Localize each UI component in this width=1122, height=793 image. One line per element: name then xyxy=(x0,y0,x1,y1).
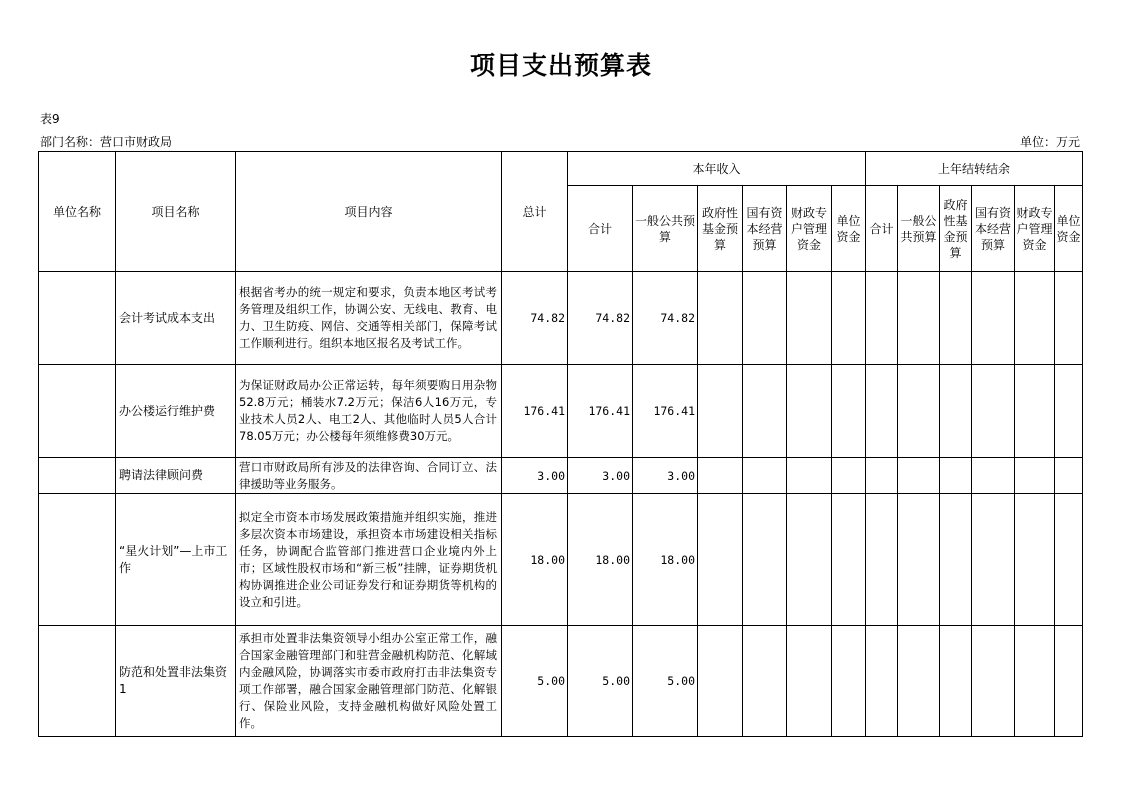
header-total: 总计 xyxy=(502,152,568,272)
table-number: 表9 xyxy=(40,112,60,126)
empty-cell xyxy=(787,365,832,458)
empty-cell xyxy=(866,458,898,494)
empty-cell xyxy=(940,458,972,494)
empty-cell xyxy=(698,458,743,494)
budget-table xyxy=(38,151,1083,737)
empty-cell xyxy=(940,272,972,365)
empty-cell xyxy=(1055,458,1083,494)
empty-cell xyxy=(832,272,866,365)
table-row xyxy=(39,494,1083,626)
project-name-cell: 办公楼运行维护费 xyxy=(116,365,236,458)
empty-cell xyxy=(866,272,898,365)
empty-cell xyxy=(898,365,940,458)
empty-cell xyxy=(787,494,832,626)
current-general-cell: 5.00 xyxy=(633,626,698,737)
empty-cell xyxy=(898,458,940,494)
page-title: 项目支出预算表 xyxy=(469,51,652,80)
header-current-general-budget: 一般公共预算 xyxy=(633,186,698,272)
project-name-cell: 防范和处置非法集资1 xyxy=(116,626,236,737)
header-prior-state-capital: 国有资本经营预算 xyxy=(972,186,1015,272)
header-current-state-capital: 国有资本经营预算 xyxy=(743,186,787,272)
empty-cell xyxy=(972,365,1015,458)
empty-cell xyxy=(898,626,940,737)
header-current-unit-fund: 单位资金 xyxy=(832,186,866,272)
department-name: 部门名称：营口市财政局 xyxy=(40,135,173,149)
empty-cell xyxy=(1015,458,1055,494)
empty-cell xyxy=(1055,365,1083,458)
empty-cell xyxy=(866,626,898,737)
empty-cell xyxy=(940,494,972,626)
header-prior-fiscal-special: 财政专户管理资金 xyxy=(1015,186,1055,272)
table-row xyxy=(39,272,1083,365)
project-content-cell: 为保证财政局办公正常运转，每年须要购日用杂物52.8万元；桶装水7.2万元；保洁6人16万元，专业技术人员2人、电工2人、其他临时人员5人合计78.05万元；办公楼每年须维修费30万元。 xyxy=(236,365,502,458)
unit-name-cell xyxy=(39,494,116,626)
header-project-content: 项目内容 xyxy=(236,152,502,272)
empty-cell xyxy=(940,626,972,737)
current-general-cell: 18.00 xyxy=(633,494,698,626)
empty-cell xyxy=(743,365,787,458)
empty-cell xyxy=(832,458,866,494)
empty-cell xyxy=(832,365,866,458)
header-prior-general-budget: 一般公共预算 xyxy=(898,186,940,272)
empty-cell xyxy=(743,272,787,365)
current-general-cell: 3.00 xyxy=(633,458,698,494)
total-cell: 74.82 xyxy=(502,272,568,365)
empty-cell xyxy=(787,458,832,494)
empty-cell xyxy=(743,458,787,494)
unit-name-cell xyxy=(39,458,116,494)
empty-cell xyxy=(743,626,787,737)
empty-cell xyxy=(698,626,743,737)
unit-name-cell xyxy=(39,365,116,458)
header-current-fiscal-special: 财政专户管理资金 xyxy=(787,186,832,272)
empty-cell xyxy=(866,494,898,626)
empty-cell xyxy=(698,272,743,365)
empty-cell xyxy=(832,626,866,737)
empty-cell xyxy=(898,272,940,365)
current-general-cell: 176.41 xyxy=(633,365,698,458)
header-current-income: 本年收入 xyxy=(568,152,866,186)
empty-cell xyxy=(972,272,1015,365)
empty-cell xyxy=(1055,494,1083,626)
total-cell: 5.00 xyxy=(502,626,568,737)
header-prior-carryover: 上年结转结余 xyxy=(866,152,1083,186)
total-cell: 3.00 xyxy=(502,458,568,494)
empty-cell xyxy=(743,494,787,626)
table-row xyxy=(39,626,1083,737)
empty-cell xyxy=(698,365,743,458)
empty-cell xyxy=(940,365,972,458)
header-current-sum: 合计 xyxy=(568,186,633,272)
current-sum-cell: 74.82 xyxy=(568,272,633,365)
empty-cell xyxy=(832,494,866,626)
header-project-name: 项目名称 xyxy=(116,152,236,272)
empty-cell xyxy=(898,494,940,626)
empty-cell xyxy=(787,272,832,365)
project-name-cell: 会计考试成本支出 xyxy=(116,272,236,365)
project-content-cell: 承担市处置非法集资领导小组办公室正常工作，融合国家金融管理部门和驻营金融机构防范、化解域内金融风险，协调落实市委市政府打击非法集资专项工作部署，融合国家金融管理部门防范、化解银行、保险业风险，支持金融机构做好风险处置工作。 xyxy=(236,626,502,737)
header-unit-name: 单位名称 xyxy=(39,152,116,272)
current-general-cell: 74.82 xyxy=(633,272,698,365)
header-prior-gov-fund: 政府性基金预算 xyxy=(940,186,972,272)
project-name-cell: 聘请法律顾问费 xyxy=(116,458,236,494)
project-content-cell: 营口市财政局所有涉及的法律咨询、合同订立、法律援助等业务服务。 xyxy=(236,458,502,494)
current-sum-cell: 176.41 xyxy=(568,365,633,458)
total-cell: 18.00 xyxy=(502,494,568,626)
header-prior-unit-fund: 单位资金 xyxy=(1055,186,1083,272)
table-row xyxy=(39,365,1083,458)
current-sum-cell: 3.00 xyxy=(568,458,633,494)
total-cell: 176.41 xyxy=(502,365,568,458)
empty-cell xyxy=(1055,626,1083,737)
project-content-cell: 拟定全市资本市场发展政策措施并组织实施，推进多层次资本市场建设，承担资本市场建设相关指标任务，协调配合监管部门推进营口企业境内外上市；区域性股权市场和“新三板”挂牌，证券期货机构协调推进企业公司证券发行和证券期货等机构的设立和引进。 xyxy=(236,494,502,626)
table-row xyxy=(39,458,1083,494)
current-sum-cell: 5.00 xyxy=(568,626,633,737)
empty-cell xyxy=(1015,272,1055,365)
empty-cell xyxy=(1055,272,1083,365)
header-current-gov-fund: 政府性基金预算 xyxy=(698,186,743,272)
unit-name-cell xyxy=(39,626,116,737)
empty-cell xyxy=(972,626,1015,737)
empty-cell xyxy=(1015,626,1055,737)
current-sum-cell: 18.00 xyxy=(568,494,633,626)
unit-name-cell xyxy=(39,272,116,365)
empty-cell xyxy=(972,458,1015,494)
empty-cell xyxy=(787,626,832,737)
empty-cell xyxy=(866,365,898,458)
unit-label: 单位：万元 xyxy=(1019,135,1080,149)
empty-cell xyxy=(972,494,1015,626)
project-name-cell: “星火计划”—上市工作 xyxy=(116,494,236,626)
project-content-cell: 根据省考办的统一规定和要求，负责本地区考试考务管理及组织工作，协调公安、无线电、教育、电力、卫生防疫、网信、交通等相关部门，保障考试工作顺利进行。组织本地区报名及考试工作。 xyxy=(236,272,502,365)
header-prior-sum: 合计 xyxy=(866,186,898,272)
empty-cell xyxy=(698,494,743,626)
empty-cell xyxy=(1015,365,1055,458)
empty-cell xyxy=(1015,494,1055,626)
